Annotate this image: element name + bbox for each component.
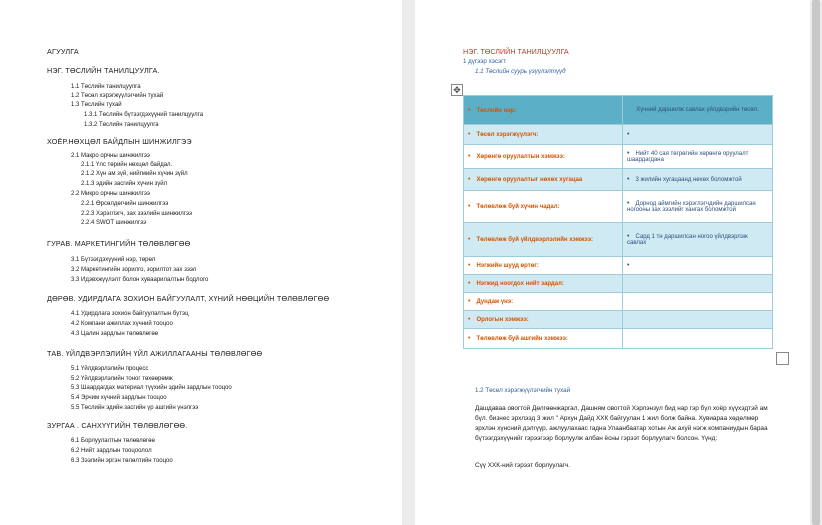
bullet-icon: • <box>468 203 471 210</box>
bullet-icon: • <box>627 200 630 207</box>
vertical-scrollbar[interactable] <box>810 0 822 525</box>
toc-item[interactable]: 3.2 Маркетингийн зорилго, зорилтот зах зээл <box>71 267 197 273</box>
bullet-icon: • <box>627 262 630 269</box>
table-row <box>464 145 773 169</box>
bullet-icon: • <box>468 335 471 342</box>
toc-item[interactable]: 1.3 Төслийн тухай <box>71 102 122 108</box>
row-label: Хөрөнгө оруулалтын хэмжээ: <box>476 154 565 160</box>
toc-item[interactable]: 5.1 Үйлдвэрлэлийн процесс <box>71 366 149 372</box>
body-paragraph: Дашдаваа овогтой Дөлгөөнжаргал, Дашням овогтой Хэрлэнзул бид нар гэр бүл хоёр хүүхэдтэй ам бүл. бизнес эрхлээд 3 жил " Архун Дайд ХХК байгуулан 1 жил болж байна. Хувиараа хөдөлмөр эрхлэн хүнсний дэлгүүр, ажлуулахаас гадна Улаанбаатар хотын Аж ахуй нэгж компаниудын бараа бүтээгдэхүүнийг гэрээгээр борлуулж албан ёсны гэрээт борлуулагч болсон. Үүнд: <box>475 405 768 442</box>
toc-item[interactable]: 1.1 Төслийн танилцуулга <box>71 84 141 90</box>
bullet-icon: • <box>468 280 471 287</box>
table-resize-handle[interactable] <box>776 352 789 365</box>
row-label: Нэгжид ноогдох нийт зардал: <box>476 281 564 287</box>
toc-item[interactable]: 1.3.1 Төслийн бүтээгдэхүүний танилцуулга <box>84 112 204 118</box>
table-move-handle-icon[interactable]: ✥ <box>451 84 463 96</box>
table-row <box>464 169 773 191</box>
toc-section-3[interactable]: ГУРАВ. МАРКЕТИНГИЙН ТӨЛӨВЛӨГӨӨ <box>47 239 191 248</box>
toc-section-5[interactable]: ТАВ. ҮЙЛДВЭРЛЭЛИЙН ҮЙЛ АЖИЛЛАГААНЫ ТӨЛӨВЛӨГӨӨ <box>47 349 263 358</box>
bullet-icon: • <box>468 316 471 323</box>
bullet-icon: • <box>627 176 630 183</box>
toc-item[interactable]: 1.3.2 Төслийн танилцуулга <box>84 122 159 128</box>
toc-section-4[interactable]: ДӨРӨВ. УДИРДЛАГА ЗОХИОН БАЙГУУЛАЛТ, ХҮНИЙ НӨӨЦИЙН ТӨЛӨВЛӨГӨӨ <box>47 294 330 303</box>
toc-item[interactable]: 3.3 Идэвхжүүлэлт болон хуваарилалтын бодлого <box>71 277 209 283</box>
toc-item[interactable]: 4.3 Цалин зардлын төлөвлөгөө <box>71 331 159 337</box>
toc-section-1[interactable]: НЭГ. ТӨСЛИЙН ТАНИЛЦУУЛГА. <box>47 66 160 75</box>
row-label: Нэгжийн шууд өртөг: <box>476 263 539 269</box>
toc-item[interactable]: 2.1.3 эдийн засгийн хүчин зүйл <box>81 181 168 187</box>
document-page-left <box>0 0 402 525</box>
body-paragraph: Сүү ХХК-ний гэрээт борлуулагч. <box>475 462 571 469</box>
bullet-icon: • <box>627 233 630 240</box>
toc-item[interactable]: 2.2.4 SWOT шинжилгээ <box>81 220 147 226</box>
toc-item[interactable]: 6.1 Борлуулалтын төлөвлөгөө <box>71 438 155 444</box>
bullet-icon: • <box>468 176 471 183</box>
toc-item[interactable]: 6.2 Нийт зардлын тооцоолол <box>71 448 152 454</box>
row-label: Төсөл хэрэгжүүлэгч: <box>476 132 539 138</box>
toc-item[interactable]: 2.1.2 Хүн ам зүй, нийгмийн хүчин зүйл <box>81 171 188 177</box>
subheading: 1 дүгээр хэсэгт <box>463 58 507 65</box>
toc-item[interactable]: 4.2 Компани ажиллах хүчний тооцоо <box>71 321 173 327</box>
toc-item[interactable]: 2.2.1 Өрсөлдөгчийн шинжилгээ <box>81 201 169 207</box>
toc-item[interactable]: 2.1 Макро орчны шинжилгээ <box>71 153 150 159</box>
row-label: Төлөвлөж буй ашгийн хэмжээ: <box>476 336 568 342</box>
row-value: 3 жилийн хугацаанд нөхөх боломжтой <box>635 177 742 183</box>
scrollbar-thumb[interactable] <box>812 0 820 525</box>
bullet-icon: • <box>468 106 471 114</box>
toc-item[interactable]: 1.2 Төсөл хэрэгжүүлэгчийн тухай <box>71 93 164 99</box>
table-row <box>464 329 773 349</box>
toc-item[interactable]: 6.3 Зээлийн эргэн төлөлтийн тооцоо <box>71 458 173 464</box>
row-value: Нийт 40 сая төгрөгийн хөрөнгө оруулалт шаардагдана <box>627 151 749 163</box>
row-label: Төлөвлөж буй үйлдвэрлэлийн хэмжээ: <box>476 237 594 243</box>
table-row <box>464 311 773 329</box>
toc-item[interactable]: 4.1 Удирдлага зохион байгуулалтын бүтэц <box>71 311 189 317</box>
table-row <box>464 191 773 223</box>
toc-item[interactable]: 5.2 Үйлдвэрлэлийн тоног төхөөрөмж <box>71 376 173 382</box>
toc-item[interactable]: 5.5 Төслийн эдийн засгийн үр ашгийн үнэлгээ <box>71 405 199 411</box>
row-value: Дорнод аймгийн хэрэглэгчдийн даршилсан ногооны зах зээлийг хангах боломжтой <box>627 201 756 213</box>
table-row <box>464 275 773 293</box>
row-label: Төлөвлөж буй хүчин чадал: <box>476 204 560 210</box>
row-value: Сард 1 тн даршилсан ногоо үйлдвэрлэж савлах <box>627 234 748 246</box>
bullet-icon: • <box>627 131 630 138</box>
bullet-icon: • <box>468 298 471 305</box>
row-value: Хүчний даршилж савлах үйлдвэрийн төсөл. <box>636 107 759 113</box>
toc-section-2[interactable]: ХОЁР.НӨХЦӨЛ БАЙДЛЫН ШИНЖИЛГЭЭ <box>47 137 192 146</box>
bullet-icon: • <box>468 131 471 138</box>
toc-item[interactable]: 3.1 Бүтээгдэхүүний нэр, төрөл <box>71 257 156 263</box>
row-label: Орлогын хэмжээ: <box>476 317 529 323</box>
table-row <box>464 257 773 275</box>
toc-item[interactable]: 5.4 Эрчим хүчний зардлын тооцоо <box>71 395 167 401</box>
section-heading: 1.2 Төсөл хэрэгжүүлэгчийн тухай <box>475 387 571 394</box>
toc-item[interactable]: 5.3 Шаардагдах материал түүхийн эдийн зардлын тооцоо <box>71 385 232 391</box>
bullet-icon: • <box>468 153 471 160</box>
toc-item[interactable]: 2.2 Микро орчны шинжилгээ <box>71 191 150 197</box>
page-gap <box>402 0 415 525</box>
table-row <box>464 96 773 125</box>
row-label: Төслийн нэр: <box>476 107 517 114</box>
project-info-table <box>463 95 773 349</box>
row-label: Хөрөнгө оруулалтыг нөхөх хугацаа <box>476 177 583 183</box>
toc-item[interactable]: 2.1.1 Үлс төрийн нөхцөл байдал. <box>81 162 173 168</box>
bullet-icon: • <box>627 150 630 157</box>
table-row <box>464 293 773 311</box>
bullet-icon: • <box>468 262 471 269</box>
toc-section-6[interactable]: ЗУРГАА . САНХҮҮГИЙН ТӨЛӨВЛӨГӨӨ. <box>47 421 188 430</box>
table-row <box>464 125 773 145</box>
toc-item[interactable]: 2.2.3 Хэрэглэгч, зах зээлийн шинжилгээ <box>81 211 193 217</box>
subheading-italic: 1.1 Төслийн суурь үзүүлэлтүүд <box>475 68 566 75</box>
row-label: Дундаж үнэ: <box>476 299 514 305</box>
page-heading: НЭГ. ТӨСЛИЙН ТАНИЛЦУУЛГА <box>463 47 569 56</box>
toc-title: АГУУЛГА <box>47 47 79 56</box>
bullet-icon: • <box>468 236 471 243</box>
table-row <box>464 223 773 257</box>
